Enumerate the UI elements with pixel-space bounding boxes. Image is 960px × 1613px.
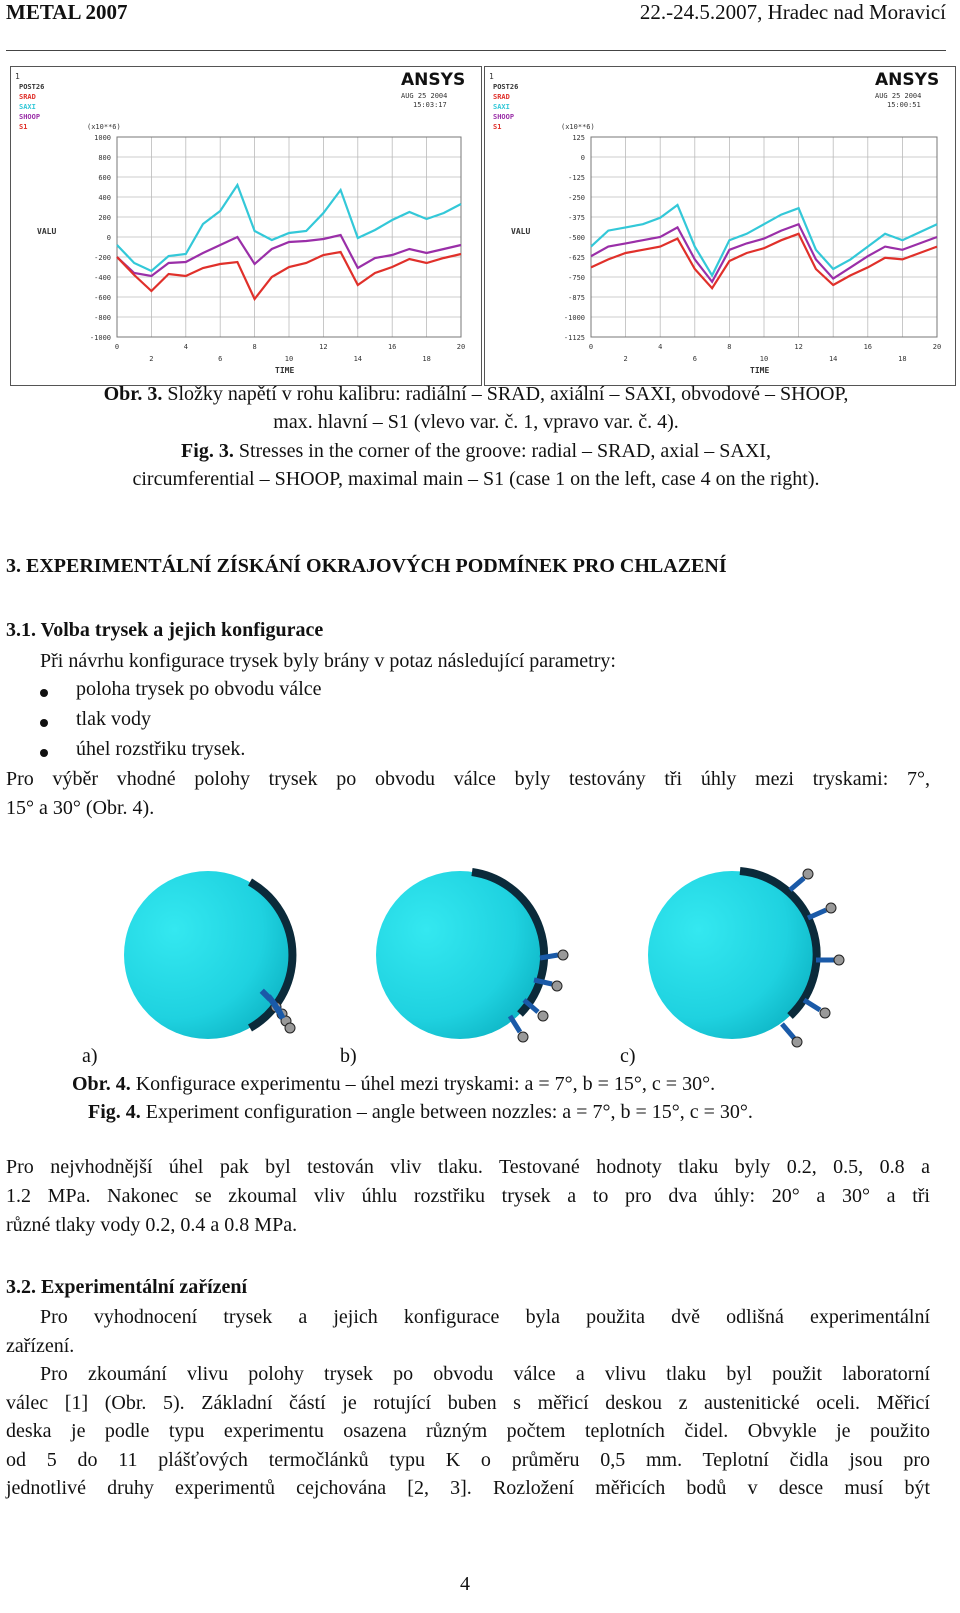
y-axis-label: VALU: [37, 227, 57, 236]
y-tick-label: 200: [98, 214, 111, 222]
x-tick-label: 12: [794, 343, 803, 351]
y-tick-label: 1000: [94, 134, 111, 142]
header-divider: [6, 50, 946, 51]
section-3-1-heading: 3.1. Volba trysek a jejich konfigurace: [6, 619, 324, 641]
stress-plot-case-1: [10, 66, 482, 386]
stress-plot-svg: [485, 67, 955, 385]
x-tick-label: 2: [623, 355, 628, 363]
fig4-label-en: Fig. 4.: [88, 1101, 141, 1123]
x-tick-label: 14: [828, 355, 838, 363]
stress-plot-case-4: [484, 66, 956, 386]
x-tick-label: 10: [284, 355, 294, 363]
x-axis-label: TIME: [750, 366, 770, 375]
section-3-2-line: Pro vyhodnocení trysek a jejich konfigurace byla použita dvě odlišná experimentální: [40, 1306, 930, 1328]
fig4-caption-cz: [72, 1073, 715, 1096]
y-tick-label: -200: [94, 254, 111, 262]
pressure-paragraph-line: Pro nejvhodnější úhel pak byl testován vliv tlaku. Testované hodnoty tlaku byly 0.2, 0.5, 0.8 a: [6, 1156, 930, 1178]
section-3-2-line: Pro zkoumání vlivu polohy trysek po obvodu válce a vlivu tlaku byl použit laboratorní: [40, 1363, 930, 1385]
fig4-label-b: b): [340, 1045, 357, 1067]
fig4-caption-en: [88, 1101, 753, 1124]
y-tick-label: -1125: [563, 334, 585, 342]
legend-entry: SAXI: [493, 103, 510, 111]
pressure-paragraph-line: různé tlaky vody 0.2, 0.4 a 0.8 MPa.: [6, 1214, 298, 1236]
section-3-2-line: od 5 do 11 plášťových termočlánků typu K o průměru 0,5 mm. Teplotní čidla jsou pro: [6, 1449, 930, 1471]
nozzle-icon: [510, 1016, 528, 1042]
y-tick-label: -625: [568, 254, 585, 262]
ansys-logo: ANSYS: [401, 70, 466, 90]
y-axis-label: VALU: [511, 227, 531, 236]
section-3-2-line: zařízení.: [6, 1335, 75, 1357]
legend-entry: SRAD: [493, 93, 510, 101]
x-axis-label: TIME: [275, 366, 295, 375]
section-3-2-line: deska je podle typu experimentu osazena různým počtem teplotních čidel. Obvykle je použito: [6, 1420, 930, 1442]
header-conference: METAL 2007: [6, 0, 128, 24]
y-tick-label: -800: [94, 314, 111, 322]
section-3-heading: 3. EXPERIMENTÁLNÍ ZÍSKÁNÍ OKRAJOVÝCH PODMÍNEK PRO CHLAZENÍ: [6, 555, 727, 577]
header-date-place: 22.-24.5.2007, Hradec nad Moravicí: [639, 0, 946, 24]
section-3-1-paragraph: Pro výběr vhodné polohy trysek po obvodu válce byly testovány tři úhly mezi tryskami: 7°,: [6, 768, 930, 790]
x-tick-label: 18: [422, 355, 431, 363]
x-tick-label: 10: [759, 355, 769, 363]
legend-entry: S1: [493, 123, 502, 131]
fig3-label-cz: Obr. 3.: [103, 383, 163, 405]
nozzle-icon: [804, 1000, 830, 1018]
legend-entry: SHOOP: [493, 113, 515, 121]
y-tick-label: -500: [568, 234, 585, 242]
y-tick-label: -400: [94, 274, 111, 282]
x-tick-label: 16: [863, 343, 873, 351]
fig3-label-en: Fig. 3.: [181, 440, 234, 462]
x-tick-label: 0: [588, 343, 594, 351]
plot-tag: 1: [15, 72, 20, 81]
y-tick-label: -750: [568, 274, 585, 282]
fig4-text-cz: Konfigurace experimentu – úhel mezi tryskami: a = 7°, b = 15°, c = 30°.: [135, 1073, 716, 1095]
roll-config-b: [376, 871, 568, 1042]
fig4-label-c: c): [620, 1045, 636, 1067]
y-tick-label: -375: [568, 214, 585, 222]
legend-entry: SHOOP: [19, 113, 41, 121]
roll-config-c: [648, 869, 844, 1047]
legend-entry: POST26: [493, 83, 519, 91]
x-tick-label: 0: [114, 343, 120, 351]
fig3-text-cz: Složky napětí v rohu kalibru: radiální – SRAD, axiální – SAXI, obvodové – SHOOP,: [167, 383, 849, 405]
x-tick-label: 8: [252, 343, 257, 351]
bullet-dot: [40, 749, 48, 757]
bullet-dot: [40, 719, 48, 727]
fig4-label-cz: Obr. 4.: [72, 1073, 131, 1095]
fig3-caption-cz: [4, 380, 948, 436]
legend-entry: POST26: [19, 83, 45, 91]
y-tick-label: -125: [568, 174, 585, 182]
section-3-1-intro: Při návrhu konfigurace trysek byly brány v potaz následující parametry:: [40, 650, 616, 672]
y-tick-label: 0: [106, 234, 111, 242]
y-tick-label: -1000: [563, 314, 585, 322]
fig3-caption-en: [4, 437, 948, 493]
section-3-2-heading: 3.2. Experimentální zařízení: [6, 1276, 248, 1298]
plot-scale: (x10**6): [87, 123, 121, 131]
fig4-text-en: Experiment configuration – angle between nozzles: a = 7°, b = 15°, c = 30°.: [145, 1101, 753, 1123]
plot-date: AUG 25 2004: [875, 92, 922, 100]
legend-entry: S1: [19, 123, 28, 131]
x-tick-label: 2: [149, 355, 154, 363]
y-tick-label: 0: [580, 154, 585, 162]
plot-tag: 1: [489, 72, 494, 81]
y-tick-label: 600: [98, 174, 111, 182]
plot-time: 15:00:51: [887, 101, 921, 109]
y-tick-label: -1000: [89, 334, 111, 342]
x-tick-label: 14: [353, 355, 363, 363]
nozzle-configuration-figure: [100, 860, 920, 1050]
x-tick-label: 4: [658, 343, 663, 351]
bullet-dot: [40, 689, 48, 697]
legend-entry: SAXI: [19, 103, 36, 111]
fig3-text-en-2: circumferential – SHOOP, maximal main – S1 (case 1 on the left, case 4 on the right).: [132, 468, 820, 490]
x-tick-label: 6: [692, 355, 697, 363]
y-tick-label: -600: [94, 294, 111, 302]
section-3-1-paragraph-end: 15° a 30° (Obr. 4).: [6, 797, 155, 819]
y-tick-label: 125: [572, 134, 585, 142]
x-tick-label: 18: [898, 355, 907, 363]
page-number: 4: [460, 1573, 470, 1595]
plot-time: 15:03:17: [413, 101, 447, 109]
fig4-label-a: a): [82, 1045, 98, 1067]
y-tick-label: -250: [568, 194, 585, 202]
fig3-text-en: Stresses in the corner of the groove: radial – SRAD, axial – SAXI,: [238, 440, 771, 462]
x-tick-label: 8: [727, 343, 732, 351]
ansys-logo: ANSYS: [875, 70, 940, 90]
nozzle-icon: [808, 903, 836, 918]
x-tick-label: 16: [387, 343, 397, 351]
pressure-paragraph-line: 1.2 MPa. Nakonec se zkoumal vliv úhlu rozstřiku trysek a to pro dva úhly: 20° a 30° a tři: [6, 1185, 930, 1207]
y-tick-label: 800: [98, 154, 111, 162]
y-tick-label: -875: [568, 294, 585, 302]
x-tick-label: 4: [183, 343, 188, 351]
x-tick-label: 12: [319, 343, 328, 351]
legend-entry: SRAD: [19, 93, 36, 101]
plot-date: AUG 25 2004: [401, 92, 448, 100]
y-tick-label: 400: [98, 194, 111, 202]
nozzle-icon: [790, 869, 813, 890]
nozzle-icon: [782, 1024, 802, 1047]
x-tick-label: 20: [456, 343, 466, 351]
fig3-text-cz-2: max. hlavní – S1 (vlevo var. č. 1, vpravo var. č. 4).: [273, 411, 679, 433]
section-3-2-line: jednotlivé druhy experimentů cejchována [2, 3]. Rozložení měřicích bodů v desce musí být: [6, 1477, 930, 1499]
x-tick-label: 6: [218, 355, 223, 363]
section-3-2-line: válec [1] (Obr. 5). Základní částí je rotující buben s měřicí deskou z austenitické oceli. Měřicí: [6, 1392, 930, 1414]
roll-config-a: [124, 871, 295, 1039]
x-tick-label: 20: [932, 343, 942, 351]
plot-scale: (x10**6): [561, 123, 595, 131]
stress-plot-svg: [11, 67, 481, 385]
